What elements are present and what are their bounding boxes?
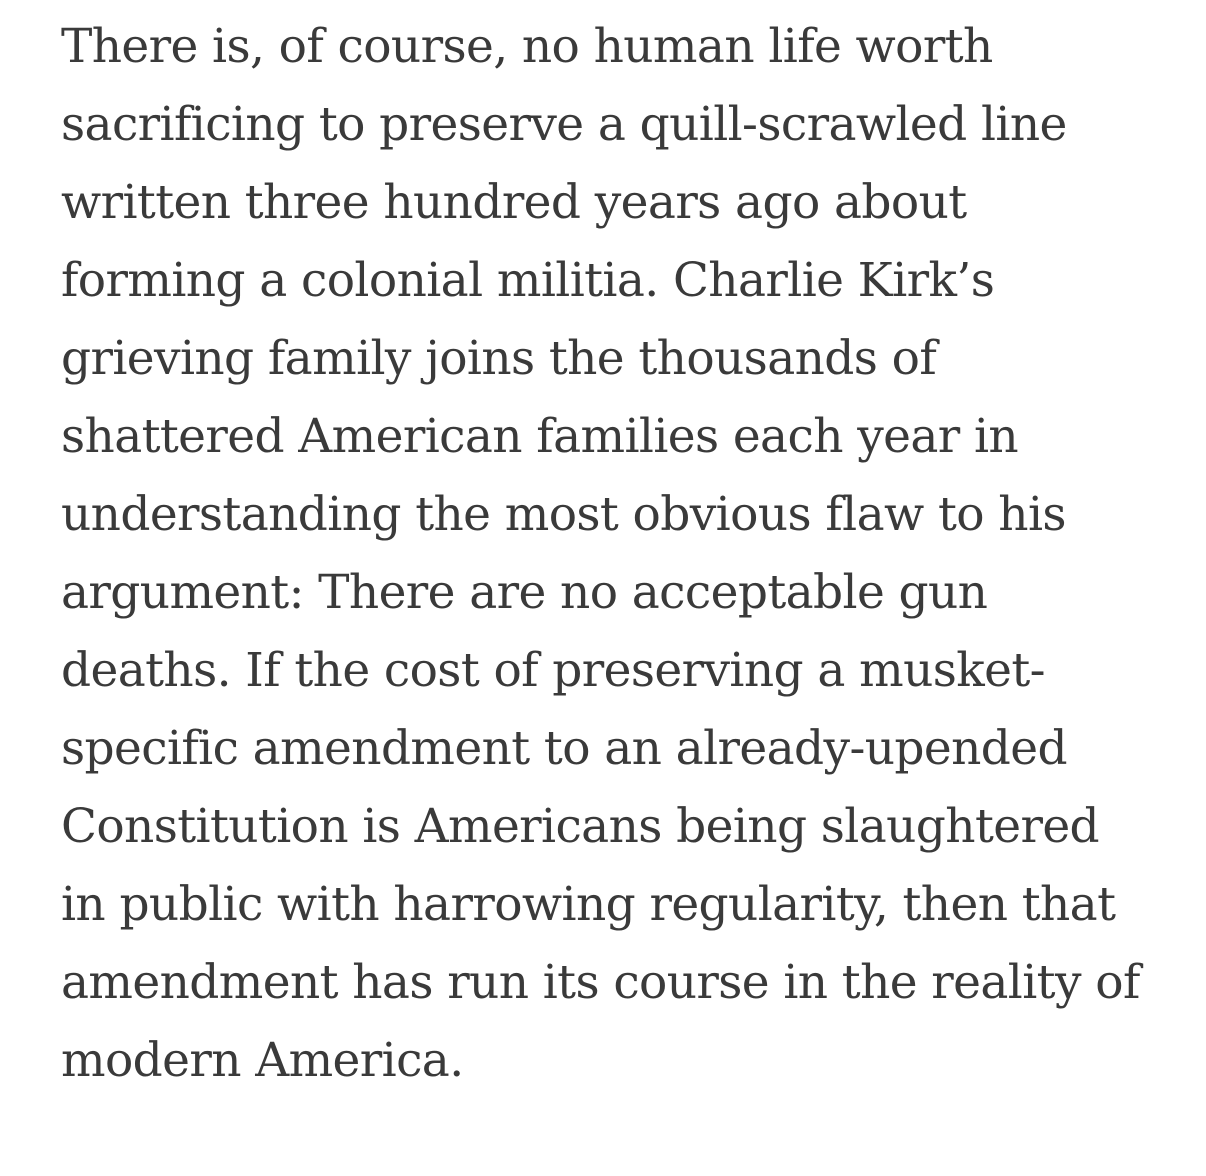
paragraph-line: forming a colonial militia. Charlie Kirk’s — [61, 253, 995, 308]
paragraph-line: understanding the most obvious flaw to his — [61, 487, 1066, 542]
paragraph-line: modern America. — [61, 1033, 464, 1088]
paragraph-line: There is, of course, no human life worth — [61, 19, 993, 74]
paragraph-line: shattered American families each year in — [61, 409, 1019, 464]
paragraph-line: sacrificing to preserve a quill-scrawled line — [61, 97, 1067, 152]
article-paragraph — [61, 14, 1201, 1106]
paragraph-line: amendment has run its course in the reality of — [61, 955, 1140, 1010]
paragraph-line: grieving family joins the thousands of — [61, 331, 937, 386]
paragraph-line: argument: There are no acceptable gun — [61, 565, 988, 620]
paragraph-line: Constitution is Americans being slaughtered — [61, 799, 1100, 854]
paragraph-line: in public with harrowing regularity, then that — [61, 877, 1116, 932]
paragraph-line: written three hundred years ago about — [61, 175, 967, 230]
paragraph-line: deaths. If the cost of preserving a musket- — [61, 643, 1045, 698]
paragraph-line: specific amendment to an already-upended — [61, 721, 1067, 776]
